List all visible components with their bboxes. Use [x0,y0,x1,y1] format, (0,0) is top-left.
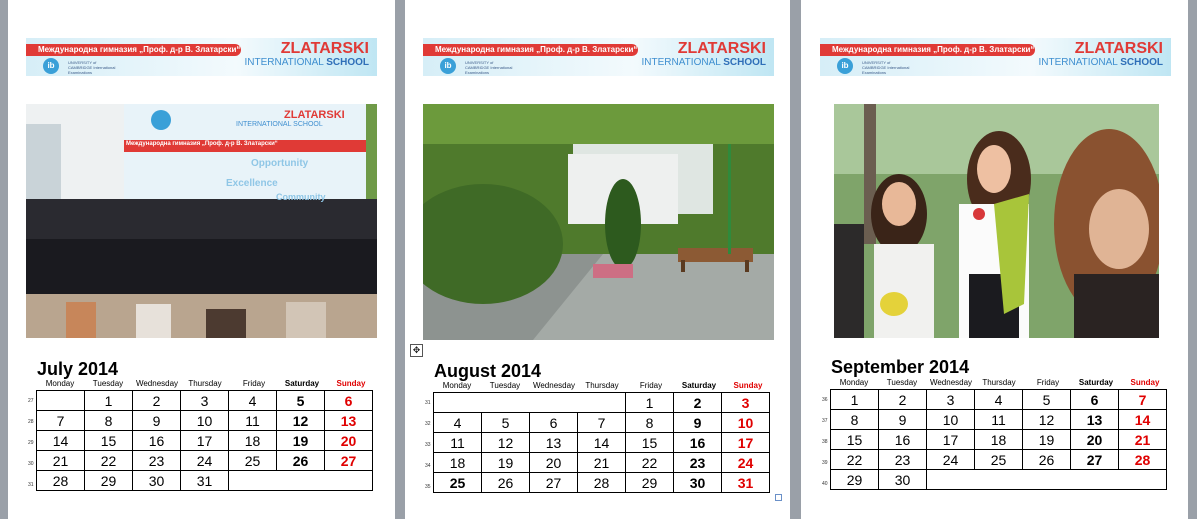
day-cell: 27 [1071,450,1119,470]
weekday-label: Friday [639,381,663,390]
day-cell: 17 [722,433,770,453]
ib-logo-icon: ib [440,58,456,74]
calendar-grid-september [830,389,1167,490]
weekday-label: Friday [1036,378,1060,387]
day-cell: 2 [879,390,927,410]
day-cell: 28 [1119,450,1167,470]
calendar-week [37,431,373,451]
day-cell: 1 [85,391,133,411]
brand-subtitle: INTERNATIONAL SCHOOL [641,57,766,68]
day-cell: 13 [1071,410,1119,430]
week-number: 34 [425,463,431,469]
week-number: 35 [425,484,431,490]
day-cell: 19 [1023,430,1071,450]
page-gap [1188,0,1197,519]
weekday-label: Sunday [1130,378,1160,387]
calendar-week [434,433,770,453]
day-cell: 14 [1119,410,1167,430]
day-cell: 30 [674,473,722,493]
weekday-label: Sunday [733,381,763,390]
day-cell [927,470,975,490]
calendar-week [37,451,373,471]
day-cell: 11 [975,410,1023,430]
day-cell: 29 [85,471,133,491]
weekday-label: Tuesday [489,381,521,390]
week-number: 37 [822,418,828,424]
school-banner [26,38,377,76]
sign-ribbon: Международна гимназия „Проф. д-р В. Златарски“ [126,141,278,147]
day-cell: 14 [578,433,626,453]
day-cell: 25 [434,473,482,493]
day-cell: 24 [722,453,770,473]
banner-ribbon: Международна гимназия „Проф. д-р В. Златарски“ [26,44,241,56]
day-cell [578,393,626,413]
weekday-label: Wednesday [135,379,179,388]
sign-word-excellence: Excellence [226,178,278,189]
calendar-week [831,450,1167,470]
week-number: 38 [822,439,828,445]
ib-logo-icon: ib [43,58,59,74]
day-cell [277,471,325,491]
brand-name: ZLATARSKI [1074,40,1163,57]
table-move-handle-icon[interactable]: ✥ [410,344,423,357]
day-cell: 27 [530,473,578,493]
day-cell: 23 [133,451,181,471]
cambridge-logo: UNIVERSITY of CAMBRIDGE International Examinations [68,60,116,75]
month-title: September 2014 [831,357,970,377]
day-cell: 19 [277,431,325,451]
weekday-label: Monday [442,381,472,390]
day-cell: 4 [434,413,482,433]
calendar-week [434,473,770,493]
day-cell: 26 [482,473,530,493]
day-cell: 3 [927,390,975,410]
day-cell: 2 [674,393,722,413]
sign-brand: ZLATARSKI [284,109,345,121]
day-cell [37,391,85,411]
day-cell: 19 [482,453,530,473]
day-cell: 20 [530,453,578,473]
weekday-label: Monday [839,378,869,387]
day-cell: 24 [181,451,229,471]
calendar-week [831,430,1167,450]
weekday-header [36,379,378,389]
school-banner [423,38,774,76]
day-cell: 21 [37,451,85,471]
week-number: 30 [28,461,34,467]
brand-subtitle: INTERNATIONAL SCHOOL [244,57,369,68]
day-cell [1119,470,1167,490]
day-cell: 11 [229,411,277,431]
weekday-label: Tuesday [92,379,124,388]
day-cell: 1 [831,390,879,410]
weekday-header [433,381,775,391]
graduation-photo [26,104,377,338]
day-cell: 10 [722,413,770,433]
day-cell: 8 [626,413,674,433]
day-cell: 15 [831,430,879,450]
weekday-label: Tuesday [886,378,918,387]
calendar-grid-july [36,390,373,491]
day-cell: 10 [927,410,975,430]
day-cell: 25 [229,451,277,471]
banner-ribbon: Международна гимназия „Проф. д-р В. Златарски“ [820,44,1035,56]
school-banner [820,38,1171,76]
day-cell: 21 [578,453,626,473]
day-cell: 20 [1071,430,1119,450]
sign-word-community: Community [276,192,326,202]
day-cell: 20 [325,431,373,451]
day-cell: 21 [1119,430,1167,450]
brand-name: ZLATARSKI [677,40,766,57]
banner-ribbon: Международна гимназия „Проф. д-р В. Златарски“ [423,44,638,56]
ib-logo-icon: ib [837,58,853,74]
week-number: 29 [28,440,34,446]
calendar-week [831,410,1167,430]
calendar-week [434,413,770,433]
weekday-label: Saturday [1078,378,1114,387]
day-cell: 4 [975,390,1023,410]
day-cell: 13 [530,433,578,453]
day-cell [530,393,578,413]
cambridge-logo: UNIVERSITY of CAMBRIDGE International Examinations [465,60,513,75]
day-cell: 25 [975,450,1023,470]
page-gap [790,0,801,519]
day-cell [434,393,482,413]
day-cell: 6 [530,413,578,433]
week-number: 31 [28,482,34,488]
weekday-label: Wednesday [532,381,576,390]
day-cell [325,471,373,491]
weekday-label: Friday [242,379,266,388]
weekday-label: Monday [45,379,75,388]
week-number: 32 [425,421,431,427]
day-cell: 1 [626,393,674,413]
day-cell: 12 [277,411,325,431]
day-cell: 11 [434,433,482,453]
day-cell: 24 [927,450,975,470]
month-title: August 2014 [434,361,542,381]
calendar-week [434,453,770,473]
day-cell: 6 [325,391,373,411]
weekday-label: Wednesday [929,378,973,387]
day-cell: 30 [879,470,927,490]
day-cell: 5 [1023,390,1071,410]
weekday-label: Sunday [336,379,366,388]
day-cell: 18 [229,431,277,451]
page-gap [395,0,405,519]
day-cell: 8 [85,411,133,431]
day-cell: 13 [325,411,373,431]
brand-name: ZLATARSKI [280,40,369,57]
day-cell: 31 [181,471,229,491]
day-cell: 5 [482,413,530,433]
day-cell: 16 [879,430,927,450]
day-cell: 16 [674,433,722,453]
day-cell: 3 [722,393,770,413]
day-cell: 14 [37,431,85,451]
week-number: 33 [425,442,431,448]
day-cell: 26 [277,451,325,471]
day-cell [482,393,530,413]
day-cell: 31 [722,473,770,493]
day-cell: 2 [133,391,181,411]
day-cell: 30 [133,471,181,491]
day-cell: 12 [1023,410,1071,430]
calendar-week [37,471,373,491]
day-cell: 12 [482,433,530,453]
courtyard-photo [423,104,774,340]
students-photo [834,104,1159,338]
day-cell: 6 [1071,390,1119,410]
day-cell: 23 [674,453,722,473]
calendar-week [37,391,373,411]
day-cell: 27 [325,451,373,471]
calendar-week [831,390,1167,410]
day-cell: 29 [831,470,879,490]
day-cell: 16 [133,431,181,451]
day-cell: 17 [181,431,229,451]
day-cell: 10 [181,411,229,431]
sign-word-opportunity: Opportunity [251,158,309,169]
week-number: 28 [28,419,34,425]
day-cell: 22 [85,451,133,471]
day-cell: 28 [37,471,85,491]
day-cell: 22 [626,453,674,473]
day-cell: 7 [1119,390,1167,410]
calendar-grid-august [433,392,770,493]
day-cell: 17 [927,430,975,450]
day-cell: 5 [277,391,325,411]
cambridge-logo: UNIVERSITY of CAMBRIDGE International Examinations [862,60,910,75]
day-cell [1023,470,1071,490]
day-cell: 15 [85,431,133,451]
day-cell: 3 [181,391,229,411]
week-number: 27 [28,398,34,404]
weekday-header [830,378,1172,388]
day-cell: 18 [975,430,1023,450]
table-resize-handle[interactable] [775,494,782,501]
day-cell: 9 [674,413,722,433]
day-cell: 29 [626,473,674,493]
day-cell [1071,470,1119,490]
day-cell: 26 [1023,450,1071,470]
weekday-label: Thursday [982,378,1016,387]
week-number: 31 [425,400,431,406]
day-cell [229,471,277,491]
brand-subtitle: INTERNATIONAL SCHOOL [1038,57,1163,68]
day-cell: 9 [879,410,927,430]
week-number: 36 [822,397,828,403]
month-title: July 2014 [37,359,119,379]
day-cell [975,470,1023,490]
day-cell: 18 [434,453,482,473]
day-cell: 7 [578,413,626,433]
day-cell: 22 [831,450,879,470]
day-cell: 28 [578,473,626,493]
day-cell: 8 [831,410,879,430]
day-cell: 15 [626,433,674,453]
day-cell: 9 [133,411,181,431]
day-cell: 7 [37,411,85,431]
calendar-week [37,411,373,431]
calendar-week [434,393,770,413]
calendar-week [831,470,1167,490]
day-cell: 23 [879,450,927,470]
weekday-label: Saturday [681,381,717,390]
week-number: 40 [822,481,828,487]
sign-subtitle: INTERNATIONAL SCHOOL [236,121,323,128]
page-gap [0,0,8,519]
week-number: 39 [822,460,828,466]
weekday-label: Saturday [284,379,320,388]
weekday-label: Thursday [585,381,619,390]
day-cell: 4 [229,391,277,411]
weekday-label: Thursday [188,379,222,388]
